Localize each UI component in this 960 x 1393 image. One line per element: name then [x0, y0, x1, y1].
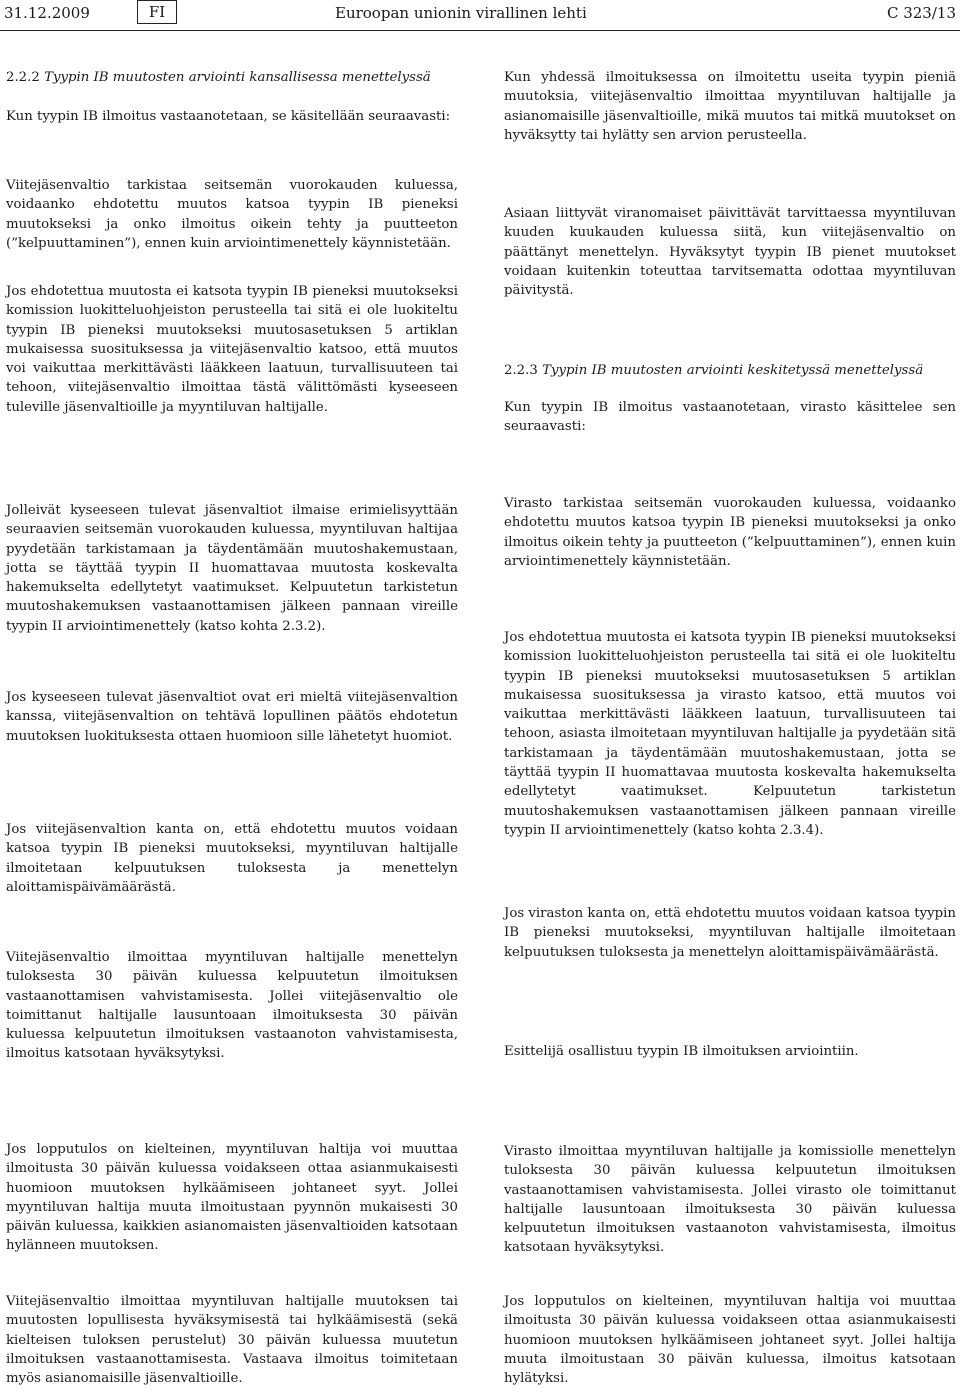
paragraph: Kun tyypin IB ilmoitus vastaanotetaan, virasto käsittelee sen seuraavasti: [504, 400, 956, 435]
paragraph: Jos ehdotettua muutosta ei katsota tyypin IB pieneksi muutokseksi komission luokitteluohjeiston perusteella tai sitä ei ole luokiteltu tyypin IB pieneksi muutokseksi muutosasetuksen 5 artiklan mukaisessa suosituksessa ja virasto katsoo, että muutos voi vaikuttaa merkittävästi lääkkeen laatuun, turvallisuuteen tai tehoon, asiasta ilmoitetaan myyntiluvan haltijalle ja pyydetään sitä tarkistamaan ja täydentämään muutoshakemustaan, jotta se täyttää tyypin II huomattavaa muutosta koskevalta hakemukselta edellytetyt vaatimukset. Kelpuutetun tarkistetun muutoshakemuksen vastaanottamisen jälkeen pannaan vireille tyypin II arviointimenettely (katso kohta 2.3.4). [504, 630, 956, 838]
paragraph: Virasto ilmoittaa myyntiluvan haltijalle ja komissiolle menettelyn tuloksesta 30 päivän kuluessa kelpuutetun ilmoituksen vastaanottamisen vahvistamisesta. Jollei virasto ole toimittanut haltijalle lausuntoaan ilmoituksesta 30 päivän kuluessa kelpuutetun ilmoituksen vastaanoton vahvistamisesta, ilmoitus katsotaan hyväksytyksi. [504, 1144, 956, 1256]
paragraph: Asiaan liittyvät viranomaiset päivittävät tarvittaessa myyntiluvan kuuden kuukauden kuluessa siitä, kun viitejäsenvaltio on päättänyt menettelyn. Hyväksytyt tyypin IB pienet muutokset voidaan kuitenkin toteuttaa tarvitsematta odottaa myyntiluvan päivitystä. [504, 206, 956, 299]
section-heading-2-2-2: 2.2.2 Tyypin IB muutosten arviointi kansallisessa menettelyssä [6, 70, 431, 85]
paragraph: Jolleivät kyseeseen tulevat jäsenvaltiot ilmaise erimielisyyttään seuraavien seitsemän vuorokauden kuluessa, myyntiluvan haltijaa pyydetään tarkistamaan ja täydentämään muutoshakemustaan, jotta se täyttää tyypin II huomattavaa muutosta koskevalta hakemukselta edellytetyt vaatimukset. Kelpuutetun tarkistetun muutoshakemuksen vastaanottamisen jälkeen pannaan vireille tyypin II arviointimenettely (katso kohta 2.3.2). [6, 503, 458, 634]
paragraph: Jos kyseeseen tulevat jäsenvaltiot ovat eri mieltä viitejäsenvaltion kanssa, viitejäsenvaltion on tehtävä lopullinen päätös ehdotetun muutoksen luokituksesta ottaen huomioon sille lähetetyt huomiot. [6, 690, 458, 744]
paragraph: Jos viitejäsenvaltion kanta on, että ehdotettu muutos voidaan katsoa tyypin IB pieneksi muutokseksi, myyntiluvan haltijalle ilmoitetaan kelpuutuksen tuloksesta ja menettelyn aloittamispäivämäärästä. [6, 822, 458, 895]
paragraph: Jos ehdotettua muutosta ei katsota tyypin IB pieneksi muutokseksi komission luokitteluohjeiston perusteella tai sitä ei ole luokiteltu tyypin IB pieneksi muutokseksi muutosasetuksen 5 artiklan mukaisessa suosituksessa ja viitejäsenvaltio katsoo, että muutos voi vaikuttaa merkittävästi lääkkeen laatuun, turvallisuuteen tai tehoon, viitejäsenvaltio ilmoittaa tästä välittömästi kyseeseen tuleville jäsenvaltioille ja myyntiluvan haltijalle. [6, 284, 458, 415]
publication-date: 31.12.2009 [4, 4, 90, 22]
paragraph: Jos viraston kanta on, että ehdotettu muutos voidaan katsoa tyypin IB pieneksi muutokseksi, myyntiluvan haltijalle ilmoitetaan kelpuutuksen tuloksesta ja menettelyn aloittamispäivämäärästä. [504, 906, 956, 960]
paragraph: Esittelijä osallistuu tyypin IB ilmoituksen arviointiin. [504, 1044, 859, 1059]
section-heading-2-2-3: 2.2.3 Tyypin IB muutosten arviointi keskitetyssä menettelyssä [504, 363, 924, 378]
paragraph: Viitejäsenvaltio ilmoittaa myyntiluvan haltijalle menettelyn tuloksesta 30 päivän kuluessa kelpuutetun ilmoituksen vastaanottamisen vahvistamisesta. Jollei viitejäsenvaltio ole toimittanut haltijalle lausuntoaan ilmoituksesta 30 päivän kuluessa kelpuutetun ilmoituksen vastaanoton vahvistamisesta, ilmoitus katsotaan hyväksytyksi. [6, 950, 458, 1062]
paragraph: Jos lopputulos on kielteinen, myyntiluvan haltija voi muuttaa ilmoitusta 30 päivän kuluessa voidakseen ottaa asianmukaisesti huomioon muutoksen hylkäämiseen johtaneet syyt. Jollei haltija muuta ilmoitustaan 30 päivän kuluessa, ilmoitus katsotaan hylätyksi. [504, 1294, 956, 1387]
paragraph: Kun yhdessä ilmoituksessa on ilmoitettu useita tyypin pieniä muutoksia, viitejäsenvaltio ilmoittaa myyntiluvan haltijalle ja asianomaisille jäsenvaltioille, mikä muutos tai mitkä muutokset on hyväksytty tai hylätty sen arvion perusteella. [504, 70, 956, 143]
paragraph: Jos lopputulos on kielteinen, myyntiluvan haltija voi muuttaa ilmoitusta 30 päivän kuluessa voidakseen ottaa asianmukaisesti huomioon muutoksen hylkäämiseen johtaneet syyt. Jollei myyntiluvan haltija muuta ilmoitustaan pyynnön mukaisesti 30 päivän kuluessa, kaikkien asianomaisten jäsenvaltioiden katsotaan hylänneen muutoksen. [6, 1142, 458, 1254]
paragraph: Viitejäsenvaltio tarkistaa seitsemän vuorokauden kuluessa, voidaanko ehdotettu muutos katsoa tyypin IB pieneksi muutokseksi ja onko ilmoitus oikein tehty ja puutteeton (”kelpuuttaminen”), ennen kuin arviointimenettely käynnistetään. [6, 178, 458, 251]
paragraph: Viitejäsenvaltio ilmoittaa myyntiluvan haltijalle muutoksen tai muutosten lopullisesta hyväksymisestä tai hylkäämisestä (sekä kielteisen tuloksen perustelut) 30 päivän kuluessa muutetun ilmoituksen vastaanottamisesta. Vastaava ilmoitus toimitetaan myös asianomaisille jäsenvaltioille. [6, 1294, 458, 1387]
page-reference: C 323/13 [886, 4, 956, 22]
paragraph: Kun tyypin IB ilmoitus vastaanotetaan, se käsitellään seuraavasti: [6, 109, 451, 124]
journal-title: Euroopan unionin virallinen lehti [335, 4, 587, 22]
paragraph: Virasto tarkistaa seitsemän vuorokauden kuluessa, voidaanko ehdotettu muutos katsoa tyypin IB pieneksi muutokseksi ja onko ilmoitus oikein tehty ja puutteeton (”kelpuuttaminen”), ennen kuin arviointimenettely käynnistetään. [504, 496, 956, 569]
journal-header [0, 0, 960, 30]
header-divider [0, 30, 960, 31]
language-code-box: FI [137, 0, 177, 24]
